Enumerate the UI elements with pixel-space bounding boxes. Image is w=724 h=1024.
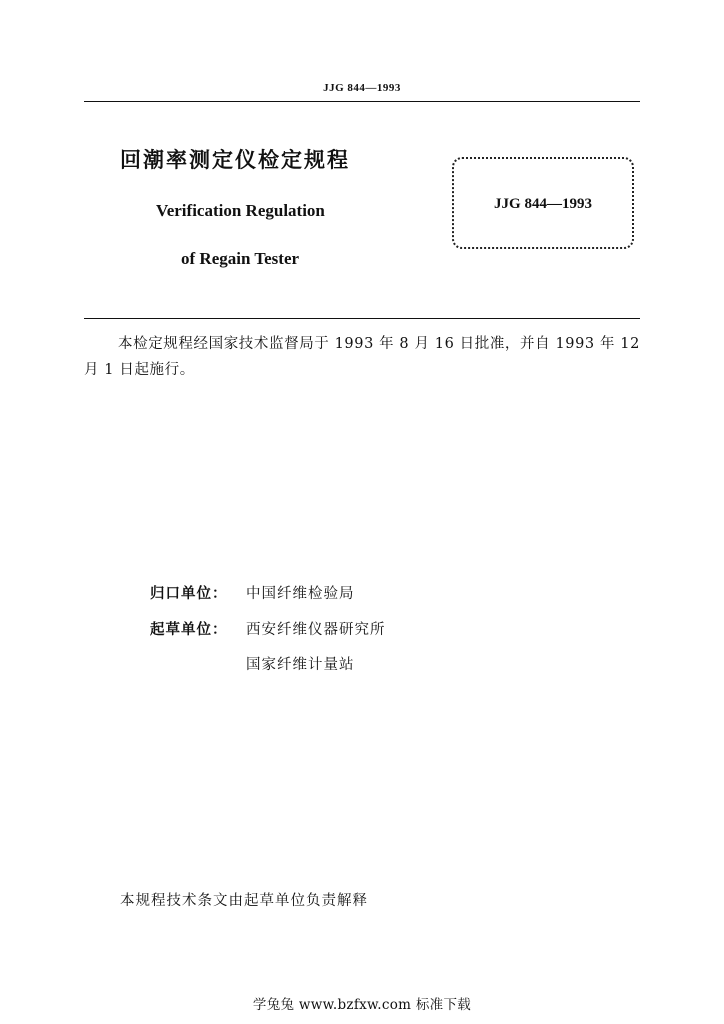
document-title-english-line1: Verification Regulation [156, 201, 325, 220]
document-title-chinese: 回潮率测定仪检定规程 [120, 148, 350, 172]
footer-watermark-text: 学兔兔 www.bzfxw.com 标准下载 [252, 997, 472, 1013]
header-divider [84, 101, 640, 102]
header-standard-code: JJG 844—1993 [323, 82, 401, 94]
section-divider [84, 318, 640, 319]
document-title-english-line2: of Regain Tester [181, 249, 300, 268]
drafting-unit-value-2: 国家纤维计量站 [246, 657, 355, 673]
approval-paragraph: 本检定规程经国家技术监督局于 1993 年 8 月 16 日批准，并自 1993 年 12 月 1 日起施行。 [84, 336, 640, 378]
standard-code-box-text: JJG 844—1993 [494, 196, 592, 212]
interpretation-note: 本规程技术条文由起草单位负责解释 [120, 893, 368, 909]
drafting-unit-label: 起草单位： [150, 622, 228, 638]
responsible-unit-label: 归口单位： [150, 586, 228, 602]
responsible-unit-value: 中国纤维检验局 [246, 586, 355, 602]
drafting-unit-value-1: 西安纤维仪器研究所 [246, 622, 386, 638]
